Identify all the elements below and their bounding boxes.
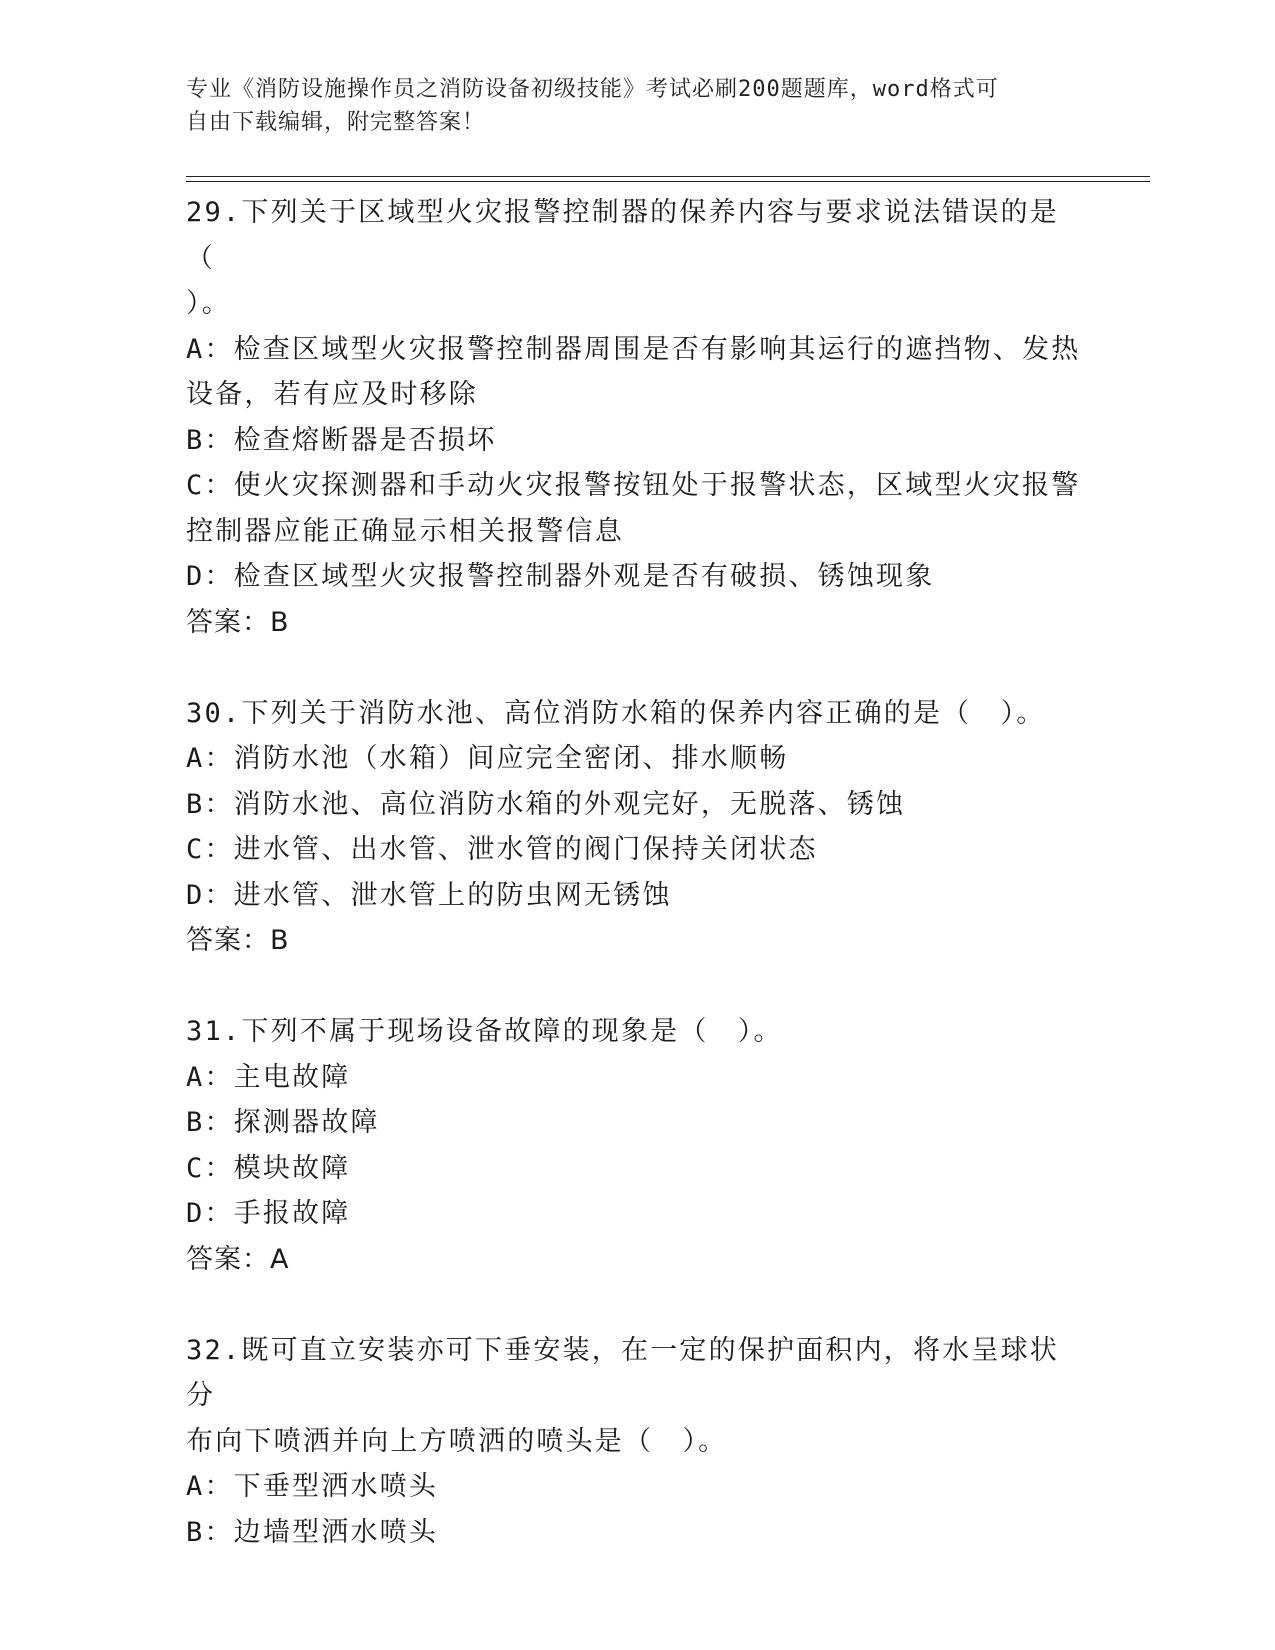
option-line: 控制器应能正确显示相关报警信息 bbox=[186, 515, 624, 547]
option-line: C：进水管、出水管、泄水管的阀门保持关闭状态 bbox=[186, 834, 818, 865]
option-line: C：使火灾探测器和手动火灾报警按钮处于报警状态，区域型火灾报警 bbox=[186, 470, 1081, 501]
answer-line: 答案：B bbox=[186, 606, 290, 638]
header-line-1: 专业《消防设施操作员之消防设备初级技能》考试必刷200题题库，word格式可 bbox=[186, 77, 999, 102]
option-line: A：检查区域型火灾报警控制器周围是否有影响其运行的遮挡物、发热 bbox=[186, 333, 1081, 365]
option-line: B：检查熔断器是否损坏 bbox=[186, 424, 497, 456]
option-line: B：消防水池、高位消防水箱的外观完好，无脱落、锈蚀 bbox=[186, 788, 906, 820]
question-stem-line: 32.既可直立安装亦可下垂安装，在一定的保护面积内，将水呈球状分 bbox=[186, 1334, 1059, 1411]
option-line: A：消防水池（水箱）间应完全密闭、排水顺畅 bbox=[186, 743, 789, 774]
question-block bbox=[186, 1328, 1086, 1556]
document-header bbox=[186, 73, 1066, 139]
option-line: C：模块故障 bbox=[186, 1152, 351, 1184]
option-line: B：探测器故障 bbox=[186, 1107, 380, 1138]
question-list bbox=[186, 190, 1086, 1555]
option-line: A：主电故障 bbox=[186, 1061, 351, 1093]
header-divider-top bbox=[186, 176, 1150, 177]
question-block bbox=[186, 190, 1086, 645]
answer-line: 答案：A bbox=[186, 1243, 290, 1275]
header-divider-bottom bbox=[186, 181, 1150, 182]
question-stem-line: 29.下列关于区域型火灾报警控制器的保养内容与要求说法错误的是（ bbox=[186, 197, 1059, 274]
question-stem-line: 布向下喷洒并向上方喷洒的喷头是（ ）。 bbox=[186, 1425, 728, 1457]
option-line: D：进水管、泄水管上的防虫网无锈蚀 bbox=[186, 879, 672, 911]
header-line-2: 自由下载编辑，附完整答案！ bbox=[186, 110, 486, 135]
question-block bbox=[186, 691, 1086, 964]
question-stem-line: 31.下列不属于现场设备故障的现象是（ ）。 bbox=[186, 1016, 783, 1047]
option-line: D：手报故障 bbox=[186, 1198, 351, 1229]
question-stem-line: ）。 bbox=[186, 288, 231, 319]
option-line: D：检查区域型火灾报警控制器外观是否有破损、锈蚀现象 bbox=[186, 561, 935, 592]
option-line: B：边墙型洒水喷头 bbox=[186, 1516, 439, 1548]
question-stem-line: 30.下列关于消防水池、高位消防水箱的保养内容正确的是（ ）。 bbox=[186, 697, 1046, 729]
question-block bbox=[186, 1009, 1086, 1282]
option-line: 设备，若有应及时移除 bbox=[186, 379, 478, 410]
option-line: A：下垂型洒水喷头 bbox=[186, 1471, 439, 1502]
answer-line: 答案：B bbox=[186, 925, 290, 956]
